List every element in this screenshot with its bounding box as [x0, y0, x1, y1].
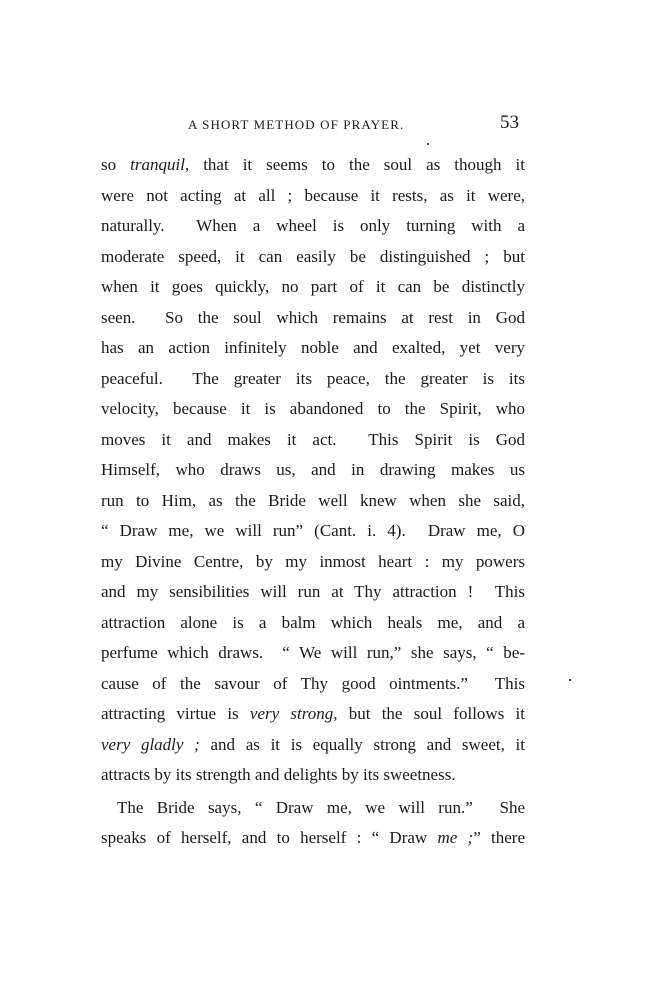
text-segment: seen. So the soul which remains at rest in God	[101, 307, 525, 327]
text-line	[101, 303, 525, 334]
text-segment: when it goes quickly, no part of it can be distinctly	[101, 277, 525, 296]
text-segment: cause of the savour of Thy good ointments.” This	[101, 673, 525, 693]
text-segment: perfume which draws. “ We will run,” she says, “ be-	[101, 643, 525, 662]
text-line	[101, 181, 525, 212]
text-line	[101, 699, 525, 730]
text-line	[101, 242, 525, 273]
text-segment: my Divine Centre, by my inmost heart : my powers	[101, 551, 525, 571]
text-segment: attracts by its strength and delights by its sweetness.	[101, 765, 456, 784]
italic-text-segment: me ;	[437, 828, 474, 847]
text-segment: attracting virtue is	[101, 704, 250, 723]
text-segment: naturally. When a wheel is only turning with a	[101, 216, 525, 235]
running-header	[0, 112, 654, 140]
text-segment: The Bride says, “ Draw me, we will run.” She	[117, 797, 525, 817]
text-segment: so	[101, 155, 131, 174]
text-line	[101, 608, 525, 639]
text-line	[101, 638, 525, 669]
text-line	[101, 823, 525, 854]
text-line	[101, 333, 525, 364]
body-text	[101, 150, 525, 854]
text-segment: ” there	[473, 828, 525, 847]
text-segment: “ Draw me, we will run” (Cant. i. 4). Draw me, O	[101, 521, 525, 540]
text-line	[101, 272, 525, 303]
text-segment: peaceful. The greater its peace, the greater is its	[101, 368, 525, 388]
text-line	[101, 150, 525, 181]
text-segment: attraction alone is a balm which heals me, and a	[101, 612, 525, 632]
running-title: A SHORT METHOD OF PRAYER.	[188, 117, 405, 132]
italic-text-segment: very strong,	[249, 704, 338, 723]
page-number: 53	[500, 112, 519, 133]
text-line	[101, 364, 525, 395]
text-segment: and my sensibilities will run at Thy attraction ! This	[101, 582, 525, 601]
text-line	[101, 547, 525, 578]
italic-text-segment: very gladly ;	[101, 734, 200, 754]
text-segment: has an action infinitely noble and exalted, yet very	[101, 338, 525, 357]
text-line	[101, 455, 525, 486]
text-line	[101, 730, 525, 761]
text-line	[101, 394, 525, 425]
text-line	[101, 516, 525, 547]
text-segment: Himself, who draws us, and in drawing makes us	[101, 460, 525, 479]
text-segment: velocity, because it is abandoned to the Spirit, who	[101, 399, 525, 418]
text-line	[101, 669, 525, 700]
text-segment: but the soul follows it	[337, 704, 525, 723]
text-line	[101, 425, 525, 456]
text-line	[101, 760, 525, 791]
margin-speck	[569, 679, 571, 681]
print-speck	[427, 143, 429, 145]
text-segment: run to Him, as the Bride well knew when she said,	[101, 490, 525, 510]
text-segment: and as it is equally strong and sweet, it	[199, 734, 525, 754]
text-segment: moves it and makes it act. This Spirit is God	[101, 429, 525, 449]
italic-text-segment: tranquil,	[130, 155, 190, 174]
text-segment: were not acting at all ; because it rests, as it were,	[101, 185, 525, 205]
text-line	[101, 577, 525, 608]
text-line	[101, 793, 525, 824]
text-segment: speaks of herself, and to herself : “ Draw	[101, 828, 438, 847]
text-segment: that it seems to the soul as though it	[189, 155, 525, 174]
text-segment: moderate speed, it can easily be distinguished ; but	[101, 246, 525, 266]
text-line	[101, 211, 525, 242]
text-line	[101, 486, 525, 517]
